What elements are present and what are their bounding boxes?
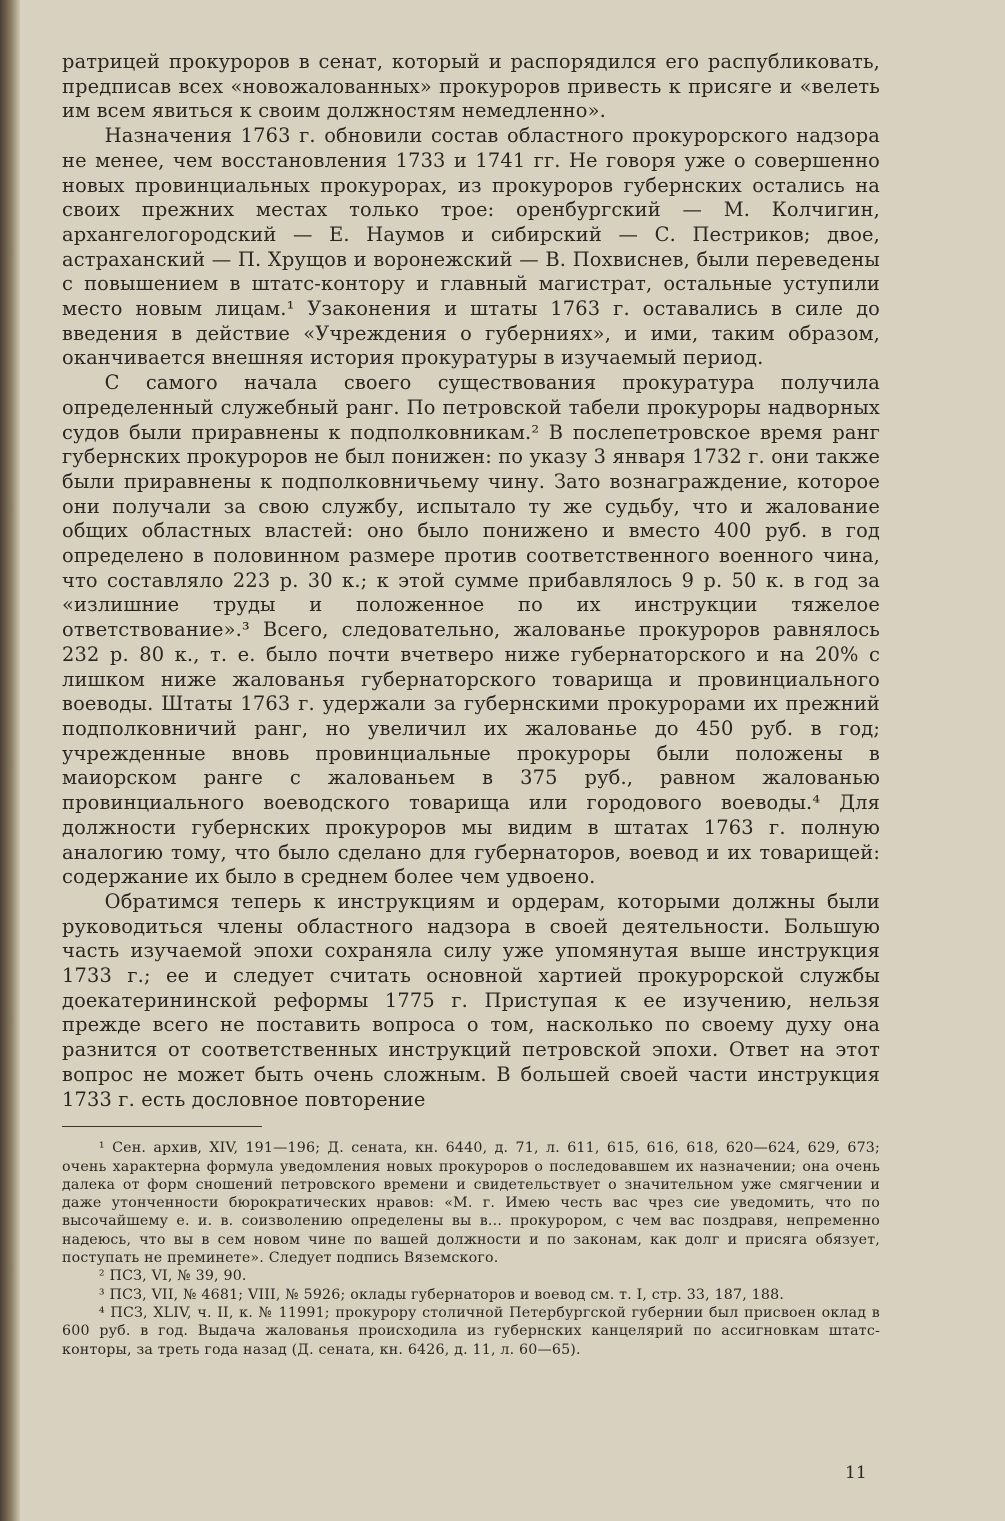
footnote-separator bbox=[62, 1126, 262, 1127]
footnotes bbox=[62, 1139, 880, 1359]
paragraph-1: ратрицей прокуроров в сенат, который и распорядился его распубликовать, предписав всех «новожалованных» прокуроров привесть к присяге и «велеть им всем явиться к своим должностям немедленно». bbox=[62, 50, 880, 123]
book-spine-shadow bbox=[0, 0, 20, 1521]
page-number: 11 bbox=[845, 1463, 867, 1483]
book-page bbox=[62, 50, 880, 1359]
paragraph-3: С самого начала своего существования прокуратура получила определенный служебный ранг. По петровской табели прокуроры надворных судов были приравнены к подполковникам.² В послепетровское время ранг губернских прокуроров не был понижен: по указу 3 января 1732 г. они также были приравнены к подполковничьему чину. Зато вознаграждение, которое они получали за свою службу, испытало ту же судьбу, что и жалование общих областных властей: оно было понижено и вместо 400 руб. в год определено в половинном размере против соответственного военного чина, что составляло 223 р. 30 к.; к этой сумме прибавлялось 9 р. 50 к. в год за «излишние труды и положенное по их инструкции тяжелое ответствование».³ Всего, следовательно, жалованье прокуроров равнялось 232 р. 80 к., т. е. было почти вчетверо ниже губернаторского и на 20% с лишком ниже жалованья губернаторского товарища и провинциального воеводы. Штаты 1763 г. удержали за губернскими прокурорами их прежний подполковничий ранг, но увеличил их жалованье до 450 руб. в год; учрежденные вновь провинциальные прокуроры были положены в маиорском ранге с жалованьем в 375 руб., равном жалованью провинциального воеводского товарища или городового воеводы.⁴ Для должности губернских прокуроров мы видим в штатах 1763 г. полную аналогию тому, что было сделано для губернаторов, воевод и их товарищей: содержание их было в среднем более чем удвоено. bbox=[62, 371, 880, 889]
footnote-3: ³ ПСЗ, VII, № 4681; VIII, № 5926; оклады губернаторов и воевод см. т. I, стр. 33, 187, 188. bbox=[98, 1286, 785, 1303]
paragraph-4: Обратимся теперь к инструкциям и ордерам, которыми должны были руководиться члены областного надзора в своей деятельности. Большую часть изучаемой эпохи сохраняла силу уже упомянутая выше инструкция 1733 г.; ее и следует считать основной хартией прокурорской службы доекатерининской реформы 1775 г. Приступая к ее изучению, нельзя прежде всего не поставить вопроса о том, насколько по своему духу она разнится от соответственных инструкций петровской эпохи. Ответ на этот вопрос не может быть очень сложным. В большей своей части инструкция 1733 г. есть дословное повторение bbox=[62, 889, 880, 1111]
footnote-4: ⁴ ПСЗ, XLIV, ч. II, к. № 11991; прокурору столичной Петербургской губернии был присвоен оклад в 600 руб. в год. Выдача жалованья происходила из губернских канцелярий по ассигновкам штатс-конторы, за треть года назад (Д. сената, кн. 6426, д. 11, л. 60—65). bbox=[62, 1304, 880, 1358]
footnote-1: ¹ Сен. архив, XIV, 191—196; Д. сената, кн. 6440, д. 71, л. 611, 615, 616, 618, 620—624, 629, 673; очень характерна формула уведомления новых прокуроров о последовавшем их назначении; она очень далека от форм сношений петровского времени и свидетельствует о значительном уже смягчении и даже утонченности бюрократических нравов: «М. г. Имею честь вас чрез сие уведомить, что по высочайшему е. и. в. соизволению определены вы в... прокурором, с чем вас поздравя, непременно надеюсь, что вы в сем новом чине по вашей должности и по законам, как долг и присяга обязует, поступать не преминете». Следует подпись Вяземского. bbox=[62, 1140, 880, 1267]
footnote-2: ² ПСЗ, VI, № 39, 90. bbox=[98, 1268, 247, 1285]
main-text bbox=[62, 50, 880, 1112]
paragraph-2: Назначения 1763 г. обновили состав областного прокурорского надзора не менее, чем восстановления 1733 и 1741 гг. Не говоря уже о совершенно новых провинциальных прокурорах, из прокуроров губернских остались на своих прежних местах только трое: оренбургский — М. Колчигин, архангелогородский — Е. Наумов и сибирский — С. Пестриков; двое, астраханский — П. Хрущов и воронежский — В. Похвиснев, были переведены с повышением в штатс-контору и главный магистрат, остальные уступили место новым лицам.¹ Узаконения и штаты 1763 г. оставались в силе до введения в действие «Учреждения о губерниях», и ими, таким образом, оканчивается внешняя история прокуратуры в изучаемый период. bbox=[62, 124, 880, 370]
